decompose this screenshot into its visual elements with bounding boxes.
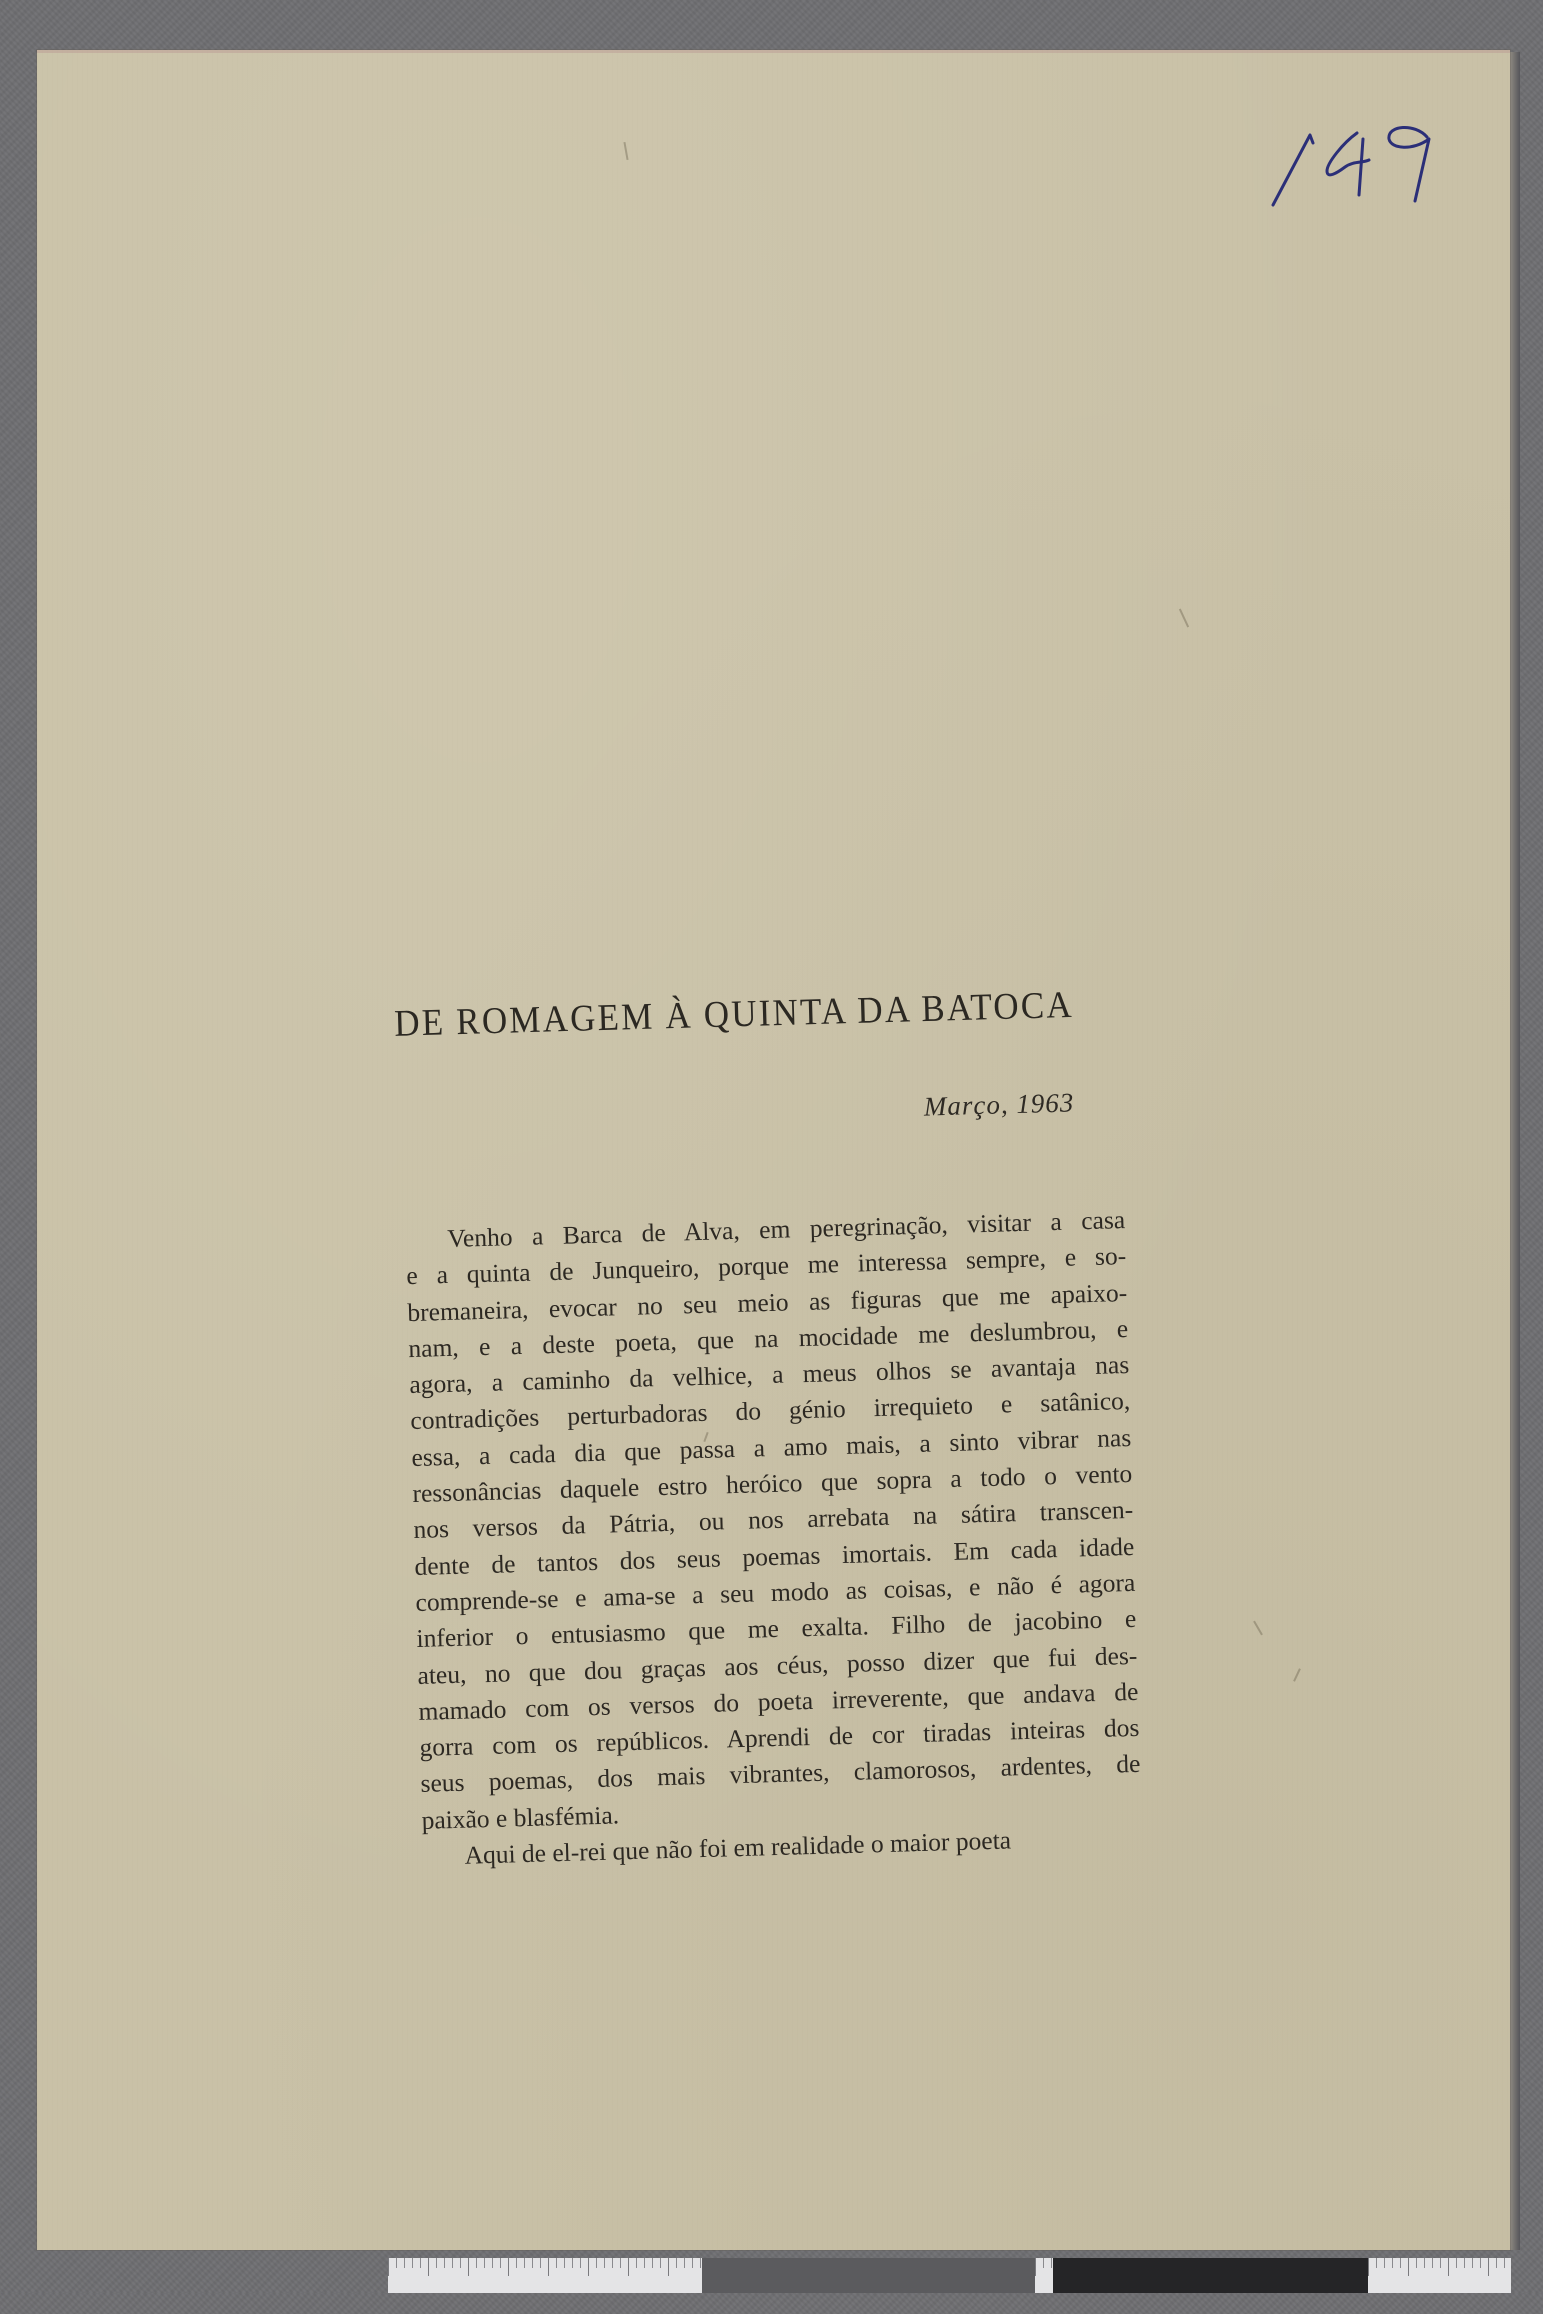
scale-ruler-white-2 (1035, 2258, 1053, 2293)
text-line: nam, e a deste poeta, que na mocidade me deslumbrou, e (408, 1313, 1129, 1363)
scale-ruler-black (1053, 2258, 1368, 2293)
text-line: paixão e blasfémia. (421, 1800, 620, 1835)
text-line: mamado com os versos do poeta irreverente, que andava de (418, 1676, 1139, 1726)
text-line: bremaneira, evocar no seu meio as figuras que me apaixo- (407, 1277, 1128, 1327)
document-title: DE ROMAGEM À QUINTA DA BATOCA (393, 983, 1075, 1045)
text-line: Venho a Barca de Alva, em peregrinação, visitar a casa (446, 1205, 1126, 1253)
scale-ruler-white-1 (388, 2258, 702, 2293)
text-line: comprende-se e ama-se a seu modo as coisas, e não é agora (415, 1567, 1136, 1617)
text-line: e a quinta de Junqueiro, porque me interessa sempre, e so- (405, 1241, 1127, 1291)
text-line: agora, a caminho da velhice, a meus olhos se avantaja nas (409, 1350, 1130, 1400)
text-line: essa, a cada dia que passa a amo mais, a sinto vibrar nas (411, 1422, 1132, 1472)
document-date: Março, 1963 (923, 1087, 1075, 1122)
scale-ruler-white-3 (1368, 2258, 1511, 2293)
scale-ruler-gray (702, 2258, 1035, 2293)
text-line: contradições perturbadoras do génio irrequieto e satânico, (410, 1386, 1131, 1436)
text-line: gorra com os repúblicos. Aprendi de cor tiradas inteiras dos (419, 1712, 1140, 1763)
body-paragraph (405, 1202, 1143, 1875)
text-line: Aqui de el-rei que não foi em realidade o maior poeta (464, 1825, 1012, 1870)
text-line: seus poemas, dos mais vibrantes, clamorosos, ardentes, de (420, 1749, 1141, 1799)
text-line: ateu, no que dou graças aos céus, posso dizer que fui des- (417, 1640, 1138, 1690)
text-line: nos versos da Pátria, ou nos arrebata na sátira transcen- (413, 1495, 1134, 1545)
text-line: inferior o entusiasmo que me exalta. Filho de jacobino e (416, 1604, 1137, 1654)
text-line: ressonâncias daquele estro heróico que sopra a todo o vento (412, 1458, 1133, 1509)
text-line: dente de tantos dos seus poemas imortais. Em cada idade (414, 1531, 1135, 1581)
